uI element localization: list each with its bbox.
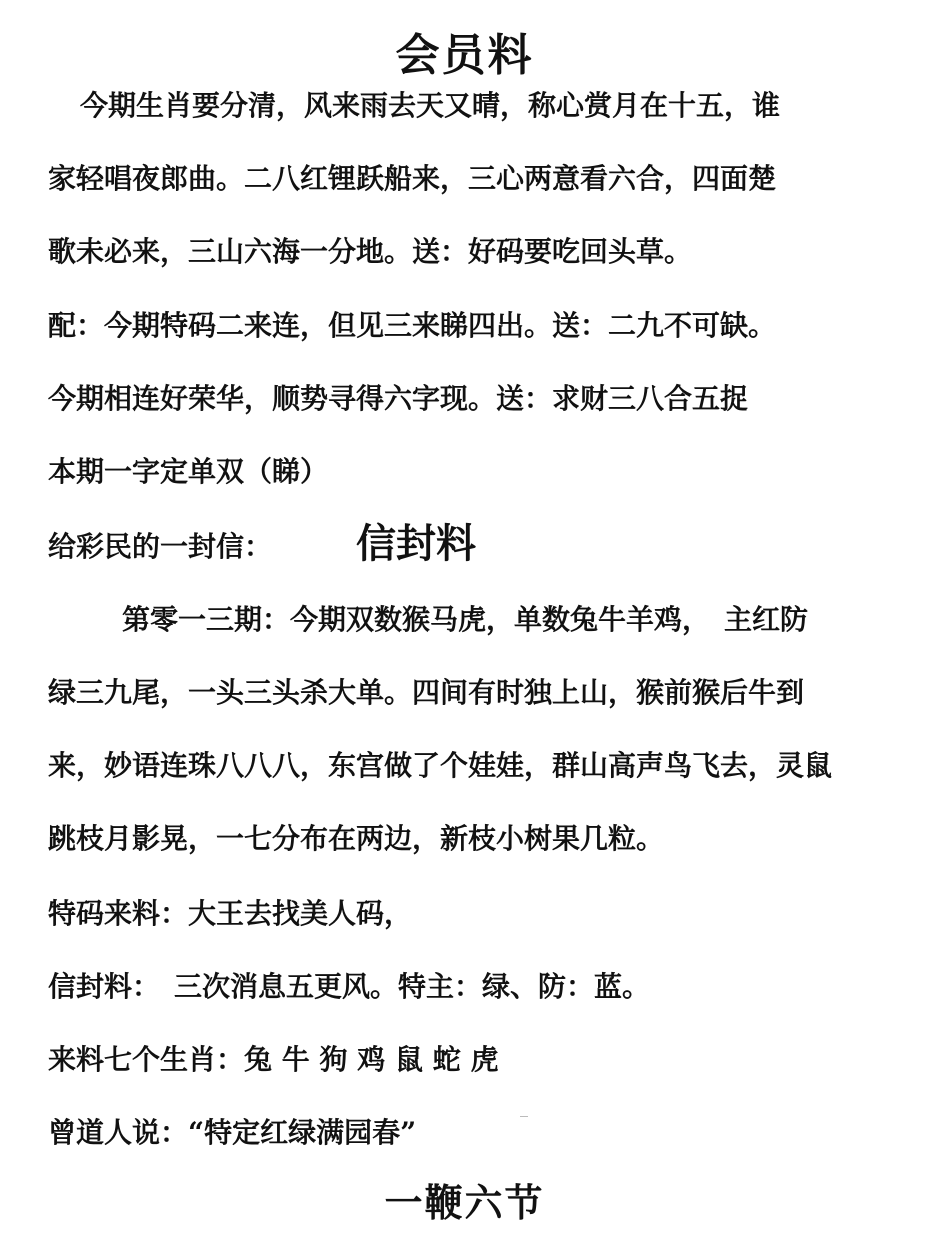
xianglian-line: 今期相连好荣华，顺势寻得六字现。送：求财三八合五捉 bbox=[48, 382, 749, 415]
para2-line-4: 跳枝月影晃，一七分布在两边，新枝小树果几粒。 bbox=[48, 822, 665, 855]
title-xinfengliao: 信封料 bbox=[356, 520, 476, 567]
scan-speck bbox=[520, 1116, 528, 1117]
para2-line-2: 绿三九尾，一头三头杀大单。四间有时独上山，猴前猴后牛到 bbox=[48, 676, 805, 709]
para1-line-3: 歌未必来，三山六海一分地。送：好码要吃回头草。 bbox=[48, 235, 693, 268]
title-yibianliujie: 一鞭六节 bbox=[384, 1180, 545, 1225]
tema-line: 特码来料：大王去找美人码， bbox=[48, 897, 413, 930]
title-huiyuanliao: 会员料 bbox=[395, 30, 534, 81]
letter-label: 给彩民的一封信： bbox=[48, 530, 273, 563]
pei-line: 配：今期特码二来连，但见三来睇四出。送：二九不可缺。 bbox=[48, 309, 777, 342]
para2-line-3: 来，妙语连珠八八八，东宫做了个娃娃，群山高声鸟飞去，灵鼠 bbox=[48, 749, 833, 782]
qige-shengxiao-line: 来料七个生肖：兔 牛 狗 鸡 鼠 蛇 虎 bbox=[48, 1043, 499, 1076]
para1-line-1: 今期生肖要分清，风来雨去天又晴，称心赏月在十五，谁 bbox=[80, 89, 781, 122]
para2-line-1: 第零一三期：今期双数猴马虎，单数兔牛羊鸡， 主红防 bbox=[122, 603, 809, 636]
xinfeng-line: 信封料： 三次消息五更风。特主：绿、防：蓝。 bbox=[48, 970, 651, 1003]
danshuang-line: 本期一字定单双（睇） bbox=[48, 455, 329, 488]
para1-line-2: 家轻唱夜郎曲。二八红锂跃船来，三心两意看六合，四面楚 bbox=[48, 162, 777, 195]
daoren-line: 曾道人说：“特定红绿满园春” bbox=[48, 1116, 417, 1149]
